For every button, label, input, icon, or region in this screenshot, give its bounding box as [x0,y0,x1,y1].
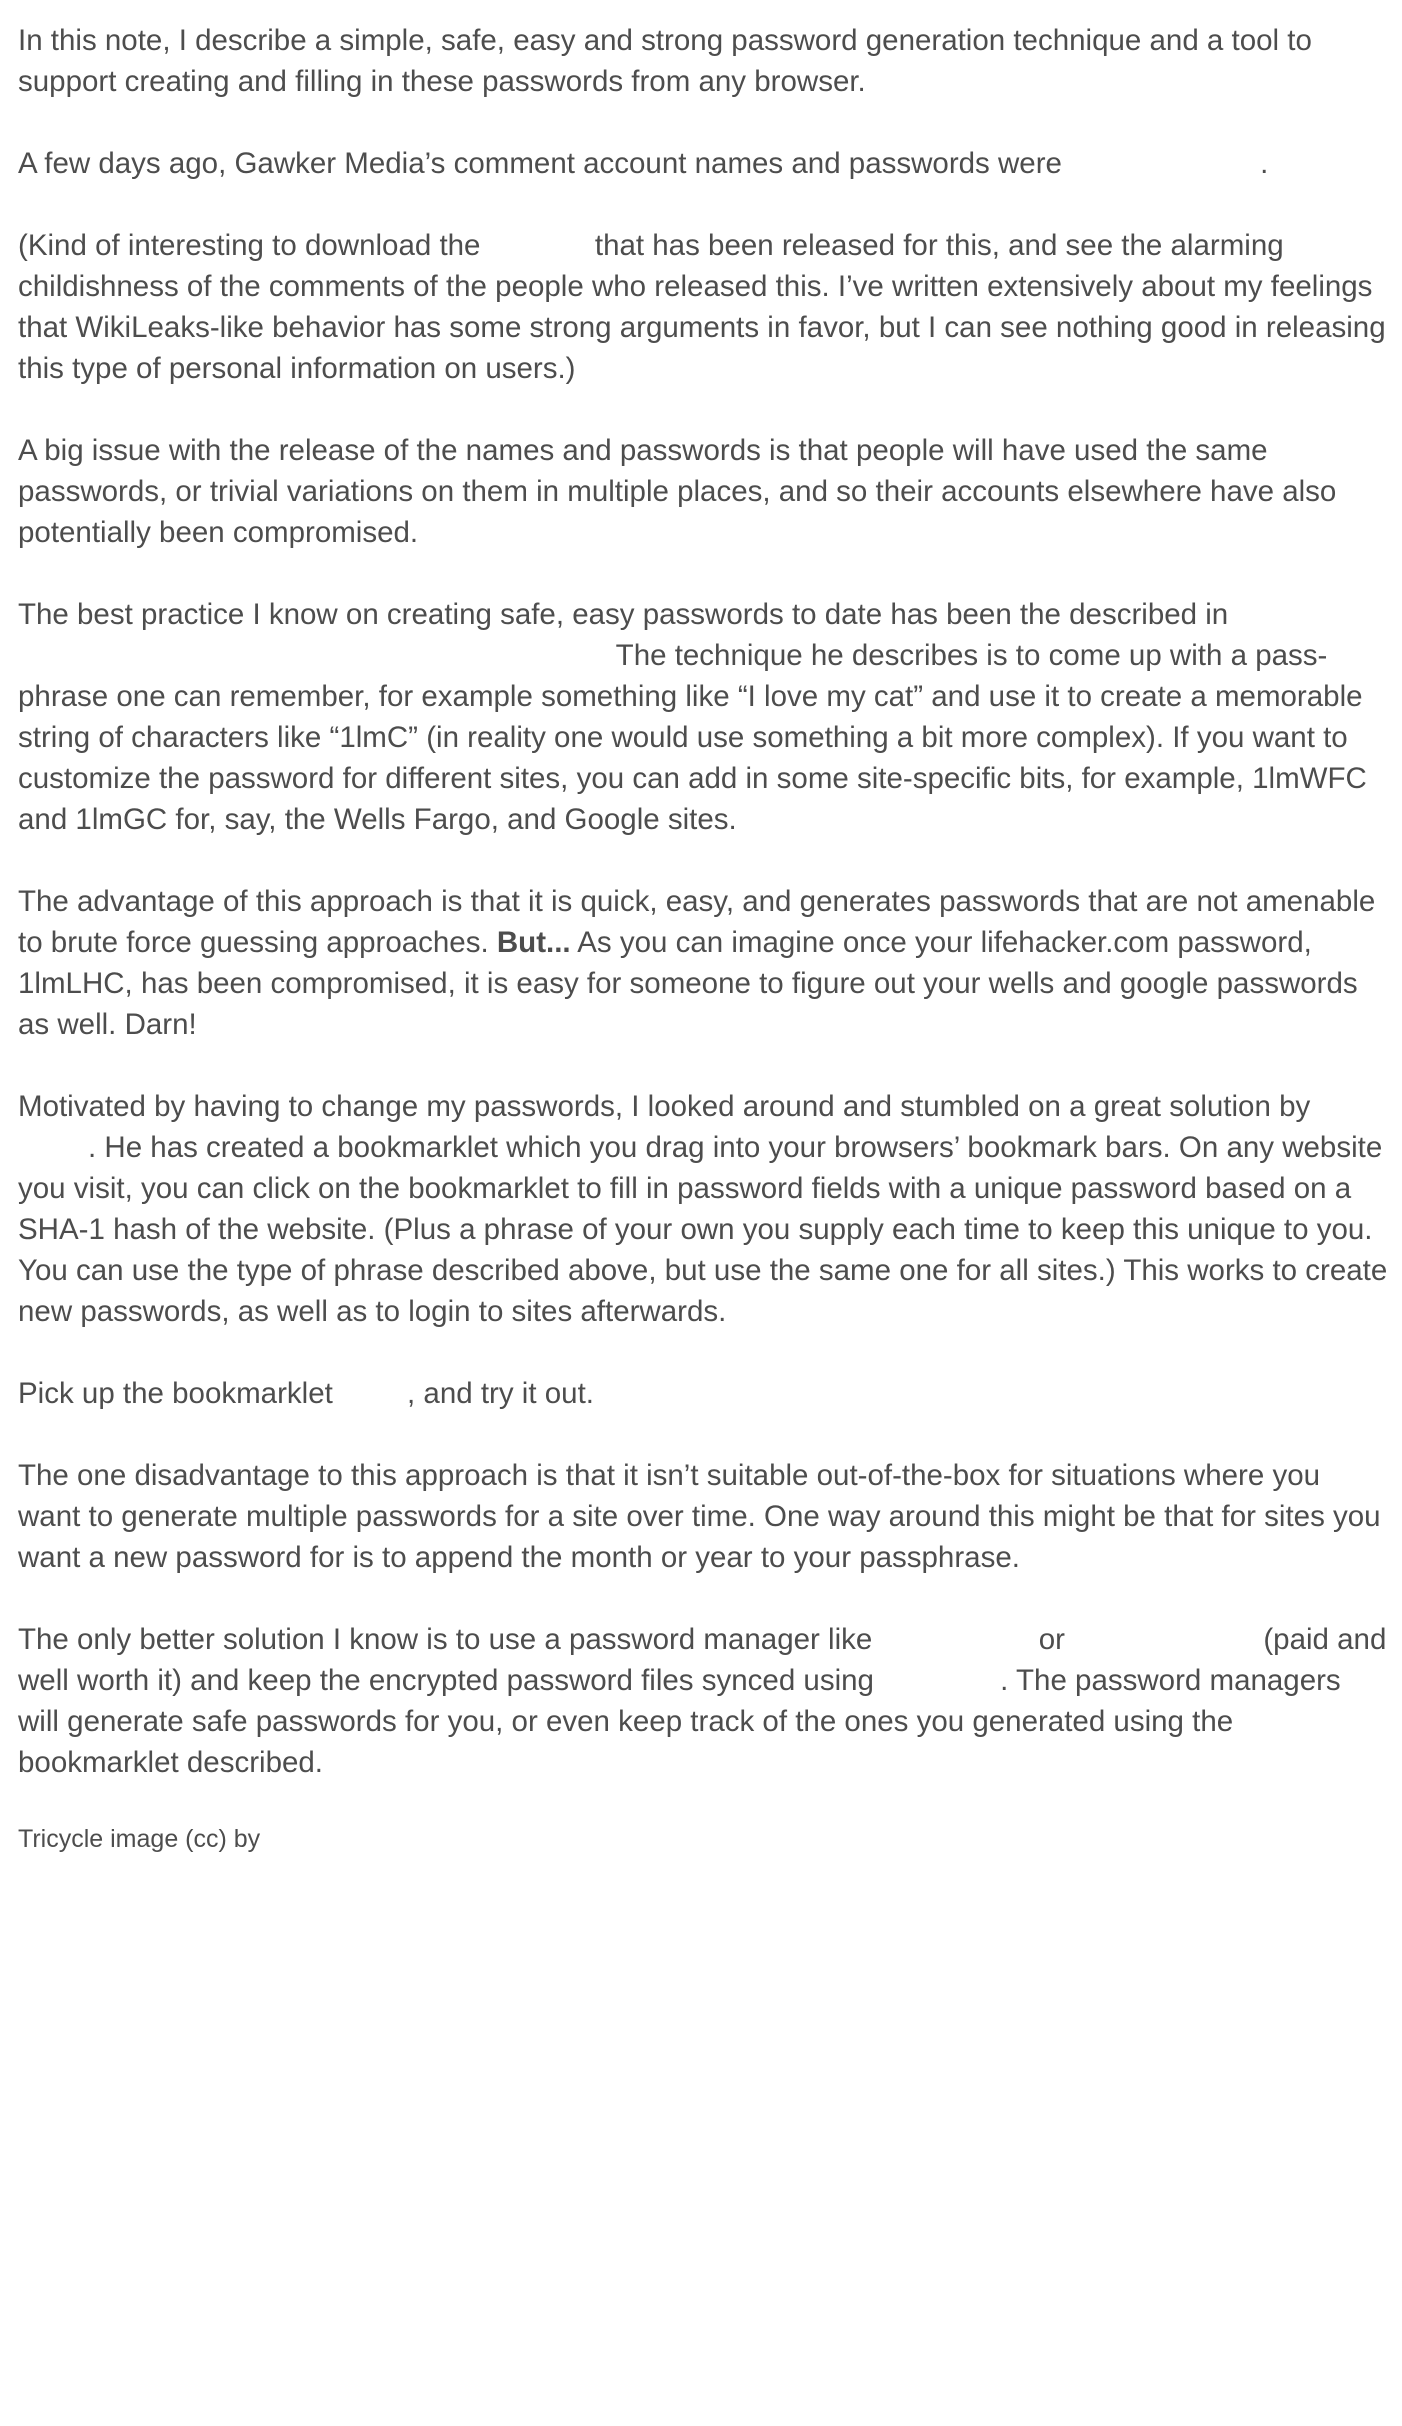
issue-text: A big issue with the release of the names and passwords is that people will have used the same passwords, or trivial variations on them in multiple places, and so their accounts elsewhere have also potentially been compromised. [18,434,1337,549]
paragraph-advantage [18,881,1388,1045]
advantage-text-start: The advantage of this approach is that it is quick, easy, and generates passwords that are not amenable to brute force guessing approaches. [18,885,1376,959]
manager-text-start: The only better solution I know is to use a password manager like [18,1623,873,1656]
solution-text-start: Motivated by having to change my passwords, I looked around and stumbled on a great solution by [18,1090,1311,1123]
manager-text-end: . The password managers will generate safe passwords for you, or even keep track of the ones you generated using the bookmarklet described. [18,1664,1341,1779]
paragraph-solution [18,1086,1388,1332]
manager-text-mid: (paid and well worth it) and keep the encrypted password files synced using [18,1623,1387,1697]
advantage-but: But... [496,926,571,959]
disadvantage-text: The one disadvantage to this approach is that it isn’t suitable out-of-the-box for situations where you want to generate multiple passwords for a site over time. One way around this might be that for sites you want a new password for is to append the month or year to your passphrase. [18,1459,1381,1574]
best-practice-text-end: The technique he describes is to come up with a pass-phrase one can remember, for example something like “I love my cat” and use it to create a memorable string of characters like “1lmC” (in reality one would use something a bit more complex). If you want to customize the password for different sites, you can add in some site-specific bits, for example, 1lmWFC and 1lmGC for, say, the Wells Fargo, and Google sites. [18,639,1367,836]
gawker-period: . [1260,147,1269,180]
paragraph-issue [18,430,1388,553]
intro-text: In this note, I describe a simple, safe, easy and strong password generation technique and a tool to support creating and filling in these passwords from any browser. [18,24,1312,98]
download-text-end: that has been released for this, and see the alarming childishness of the comments of the people who released this. I’ve written extensively about my feelings that WikiLeaks-like behavior has some strong arguments in favor, but I can see nothing good in releasing this type of personal information on users.) [18,229,1386,385]
advantage-text-end: As you can imagine once your lifehacker.com password, 1lmLHC, has been compromised, it is easy for someone to figure out your wells and google passwords as well. Darn! [18,926,1358,1041]
paragraph-best-practice [18,594,1388,840]
paragraph-gawker [18,143,1388,184]
article-body [18,20,1388,1897]
paragraph-disadvantage [18,1455,1388,1578]
paragraph-password-manager [18,1619,1388,1783]
download-text-start: (Kind of interesting to download the [18,229,481,262]
image-credit [18,1822,1388,1856]
gawker-text: A few days ago, Gawker Media’s comment account names and passwords were [18,147,1062,180]
paragraph-pickup [18,1373,1388,1414]
image-credit-text: Tricycle image (cc) by [18,1825,261,1853]
pickup-text-end: , and try it out. [407,1377,594,1410]
best-practice-text-start: The best practice I know on creating safe, easy passwords to date has been the described in [18,598,1229,631]
solution-text-end: . He has created a bookmarklet which you drag into your browsers’ bookmark bars. On any website you visit, you can click on the bookmarklet to fill in password fields with a unique password based on a SHA-1 hash of the website. (Plus a phrase of your own you supply each time to keep this unique to you. You can use the type of phrase described above, but use the same one for all sites.) This works to create new passwords, as well as to login to sites afterwards. [18,1131,1388,1328]
pickup-text-start: Pick up the bookmarklet [18,1377,333,1410]
manager-or: or [1038,1623,1065,1656]
paragraph-download [18,225,1388,389]
paragraph-intro [18,20,1388,102]
